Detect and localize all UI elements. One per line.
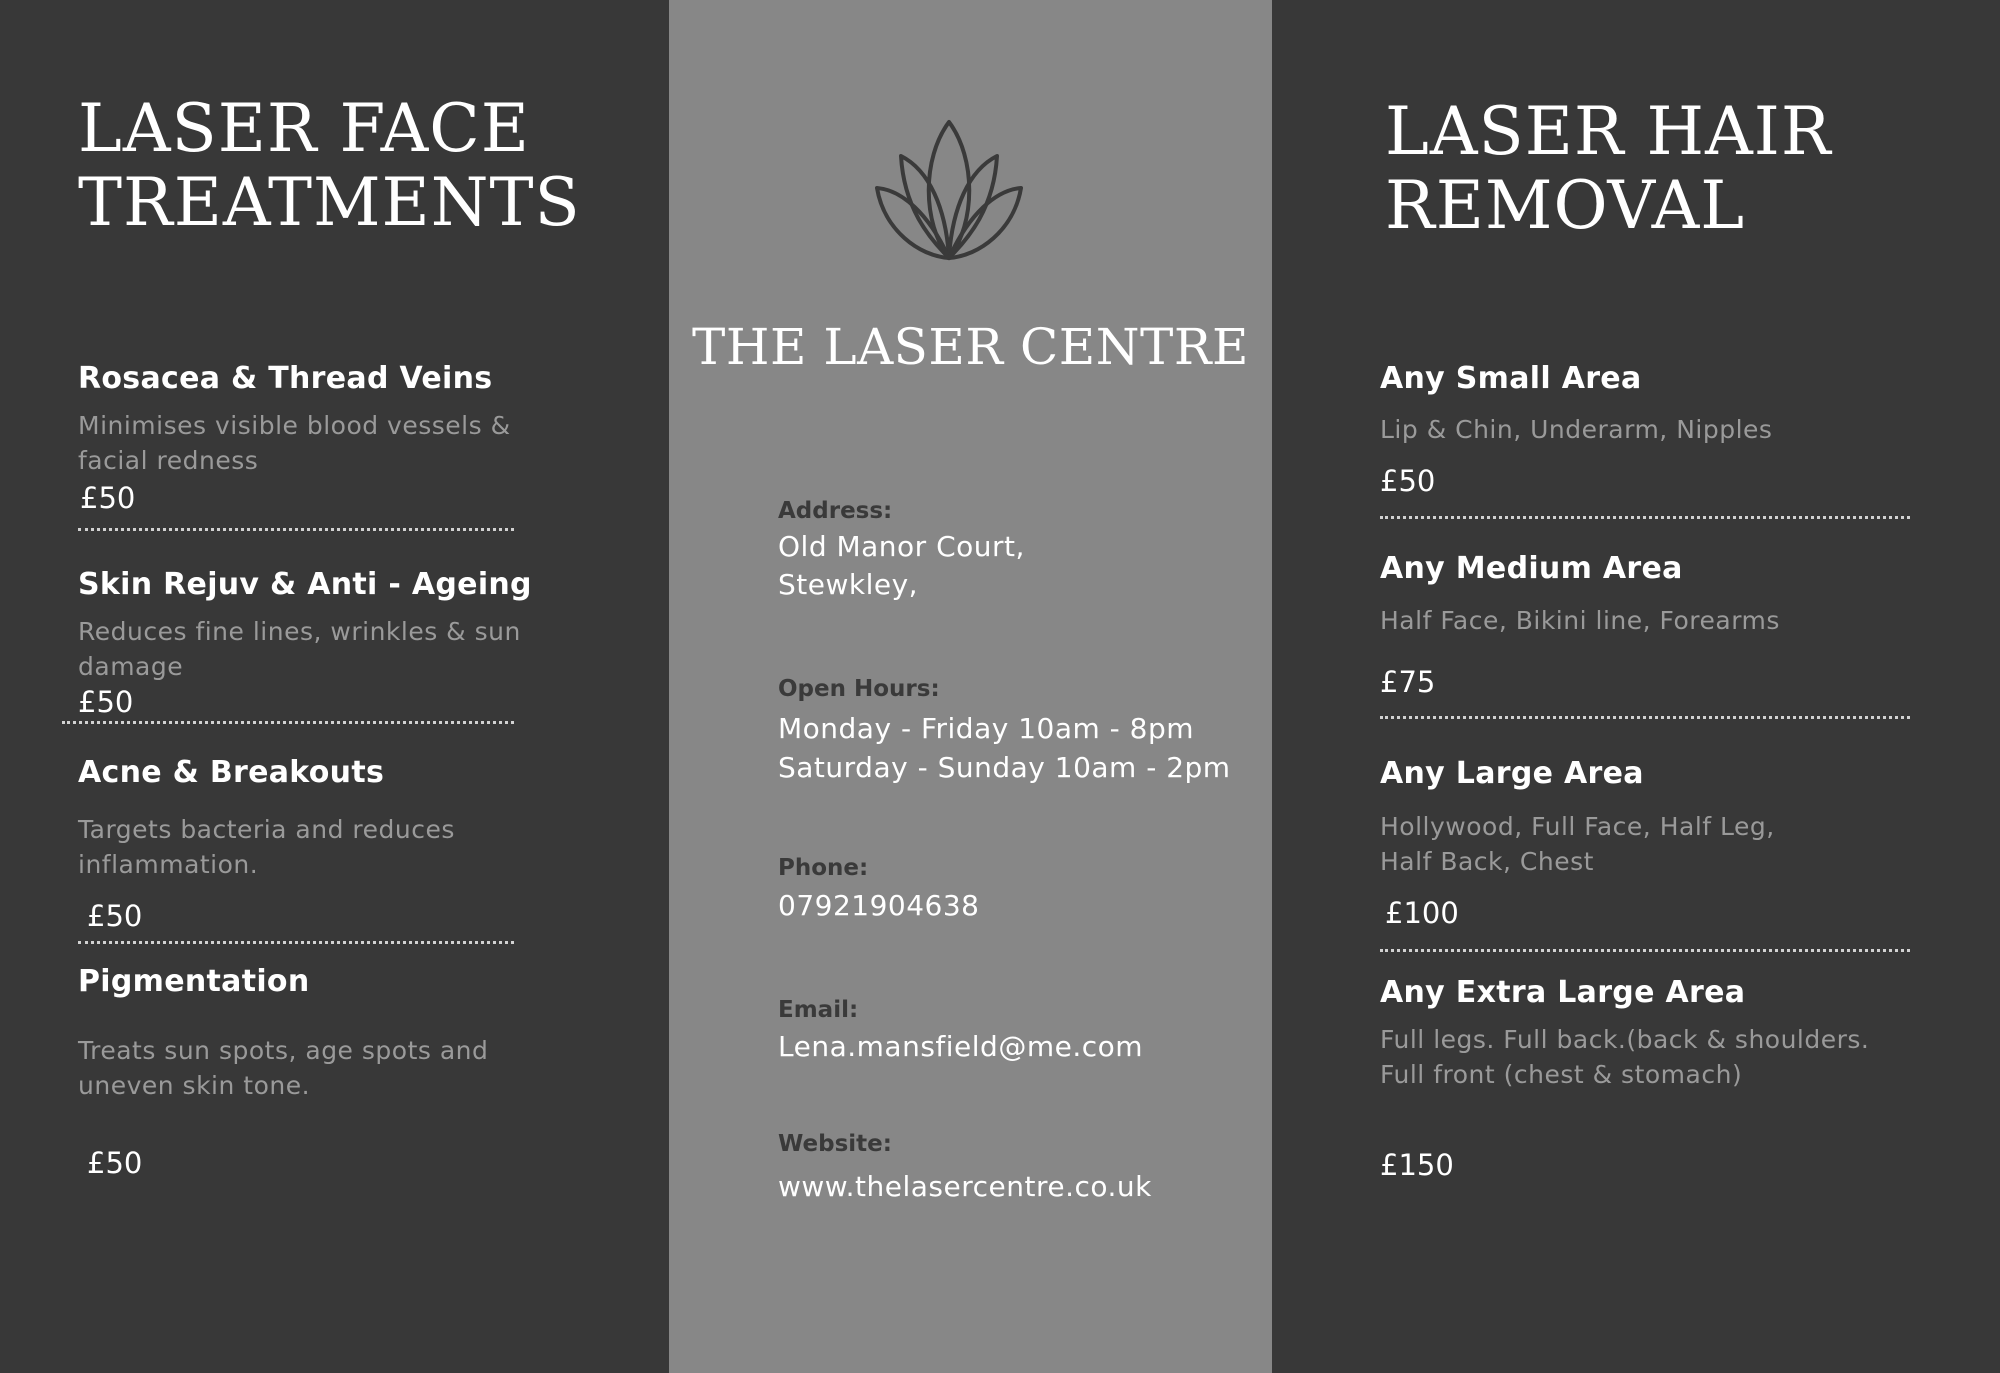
treatment-description: Targets bacteria and reduces inflammation. bbox=[78, 815, 455, 879]
treatment-name: Rosacea & Thread Veins bbox=[78, 361, 493, 396]
hours-line: Saturday - Sunday 10am - 2pm bbox=[778, 751, 1231, 784]
website-label: Website: bbox=[778, 1131, 892, 1157]
email-address[interactable]: Lena.mansfield@me.com bbox=[778, 1030, 1144, 1063]
treatment-name: Skin Rejuv & Anti - Ageing bbox=[78, 567, 532, 602]
lotus-icon bbox=[874, 118, 1024, 264]
hair-removal-heading: LASER HAIR REMOVAL bbox=[1385, 93, 1832, 244]
area-name: Any Small Area bbox=[1380, 361, 1642, 396]
divider bbox=[78, 528, 514, 531]
treatment-description: Reduces fine lines, wrinkles & sun damage bbox=[78, 617, 521, 681]
divider bbox=[62, 721, 514, 724]
treatment-description: Treats sun spots, age spots and uneven skin tone. bbox=[78, 1036, 489, 1100]
brand-name: THE LASER CENTRE bbox=[692, 318, 1249, 376]
area-description: Full front (chest & stomach) bbox=[1380, 1060, 1743, 1089]
email-label: Email: bbox=[778, 997, 859, 1023]
area-price: £150 bbox=[1380, 1148, 1454, 1182]
area-name: Any Extra Large Area bbox=[1380, 975, 1746, 1010]
treatment-price: £50 bbox=[87, 1146, 143, 1180]
contact-panel bbox=[669, 0, 1272, 1373]
phone-number[interactable]: 07921904638 bbox=[778, 889, 980, 922]
area-name: Any Large Area bbox=[1380, 756, 1644, 791]
hours-line: Monday - Friday 10am - 8pm bbox=[778, 712, 1195, 745]
divider bbox=[1380, 949, 1910, 952]
address-label: Address: bbox=[778, 498, 893, 524]
area-description: Half Face, Bikini line, Forearms bbox=[1380, 606, 1780, 635]
area-description: Lip & Chin, Underarm, Nipples bbox=[1380, 415, 1773, 444]
address-line: Old Manor Court, bbox=[778, 530, 1025, 563]
treatment-description: Minimises visible blood vessels & facial redness bbox=[78, 411, 511, 475]
phone-label: Phone: bbox=[778, 855, 869, 881]
treatment-name: Acne & Breakouts bbox=[78, 755, 385, 790]
face-treatments-panel bbox=[0, 0, 669, 1373]
hours-label: Open Hours: bbox=[778, 676, 940, 702]
hair-removal-panel bbox=[1272, 0, 2000, 1373]
divider bbox=[78, 941, 514, 944]
treatment-name: Pigmentation bbox=[78, 964, 310, 999]
area-description: Full legs. Full back.(back & shoulders. bbox=[1380, 1025, 1870, 1054]
area-description: Half Back, Chest bbox=[1380, 847, 1594, 876]
treatment-price: £50 bbox=[80, 481, 136, 515]
area-name: Any Medium Area bbox=[1380, 551, 1683, 586]
treatment-price: £50 bbox=[78, 685, 134, 719]
area-price: £100 bbox=[1385, 896, 1459, 930]
divider bbox=[1380, 516, 1910, 519]
divider bbox=[1380, 716, 1910, 719]
area-description: Hollywood, Full Face, Half Leg, bbox=[1380, 812, 1775, 841]
treatment-price: £50 bbox=[87, 899, 143, 933]
area-price: £50 bbox=[1380, 464, 1436, 498]
address-line: Stewkley, bbox=[778, 568, 919, 601]
area-price: £75 bbox=[1380, 665, 1436, 699]
website-link[interactable]: www.thelasercentre.co.uk bbox=[778, 1170, 1152, 1203]
face-treatments-heading: LASER FACE TREATMENTS bbox=[78, 90, 581, 241]
